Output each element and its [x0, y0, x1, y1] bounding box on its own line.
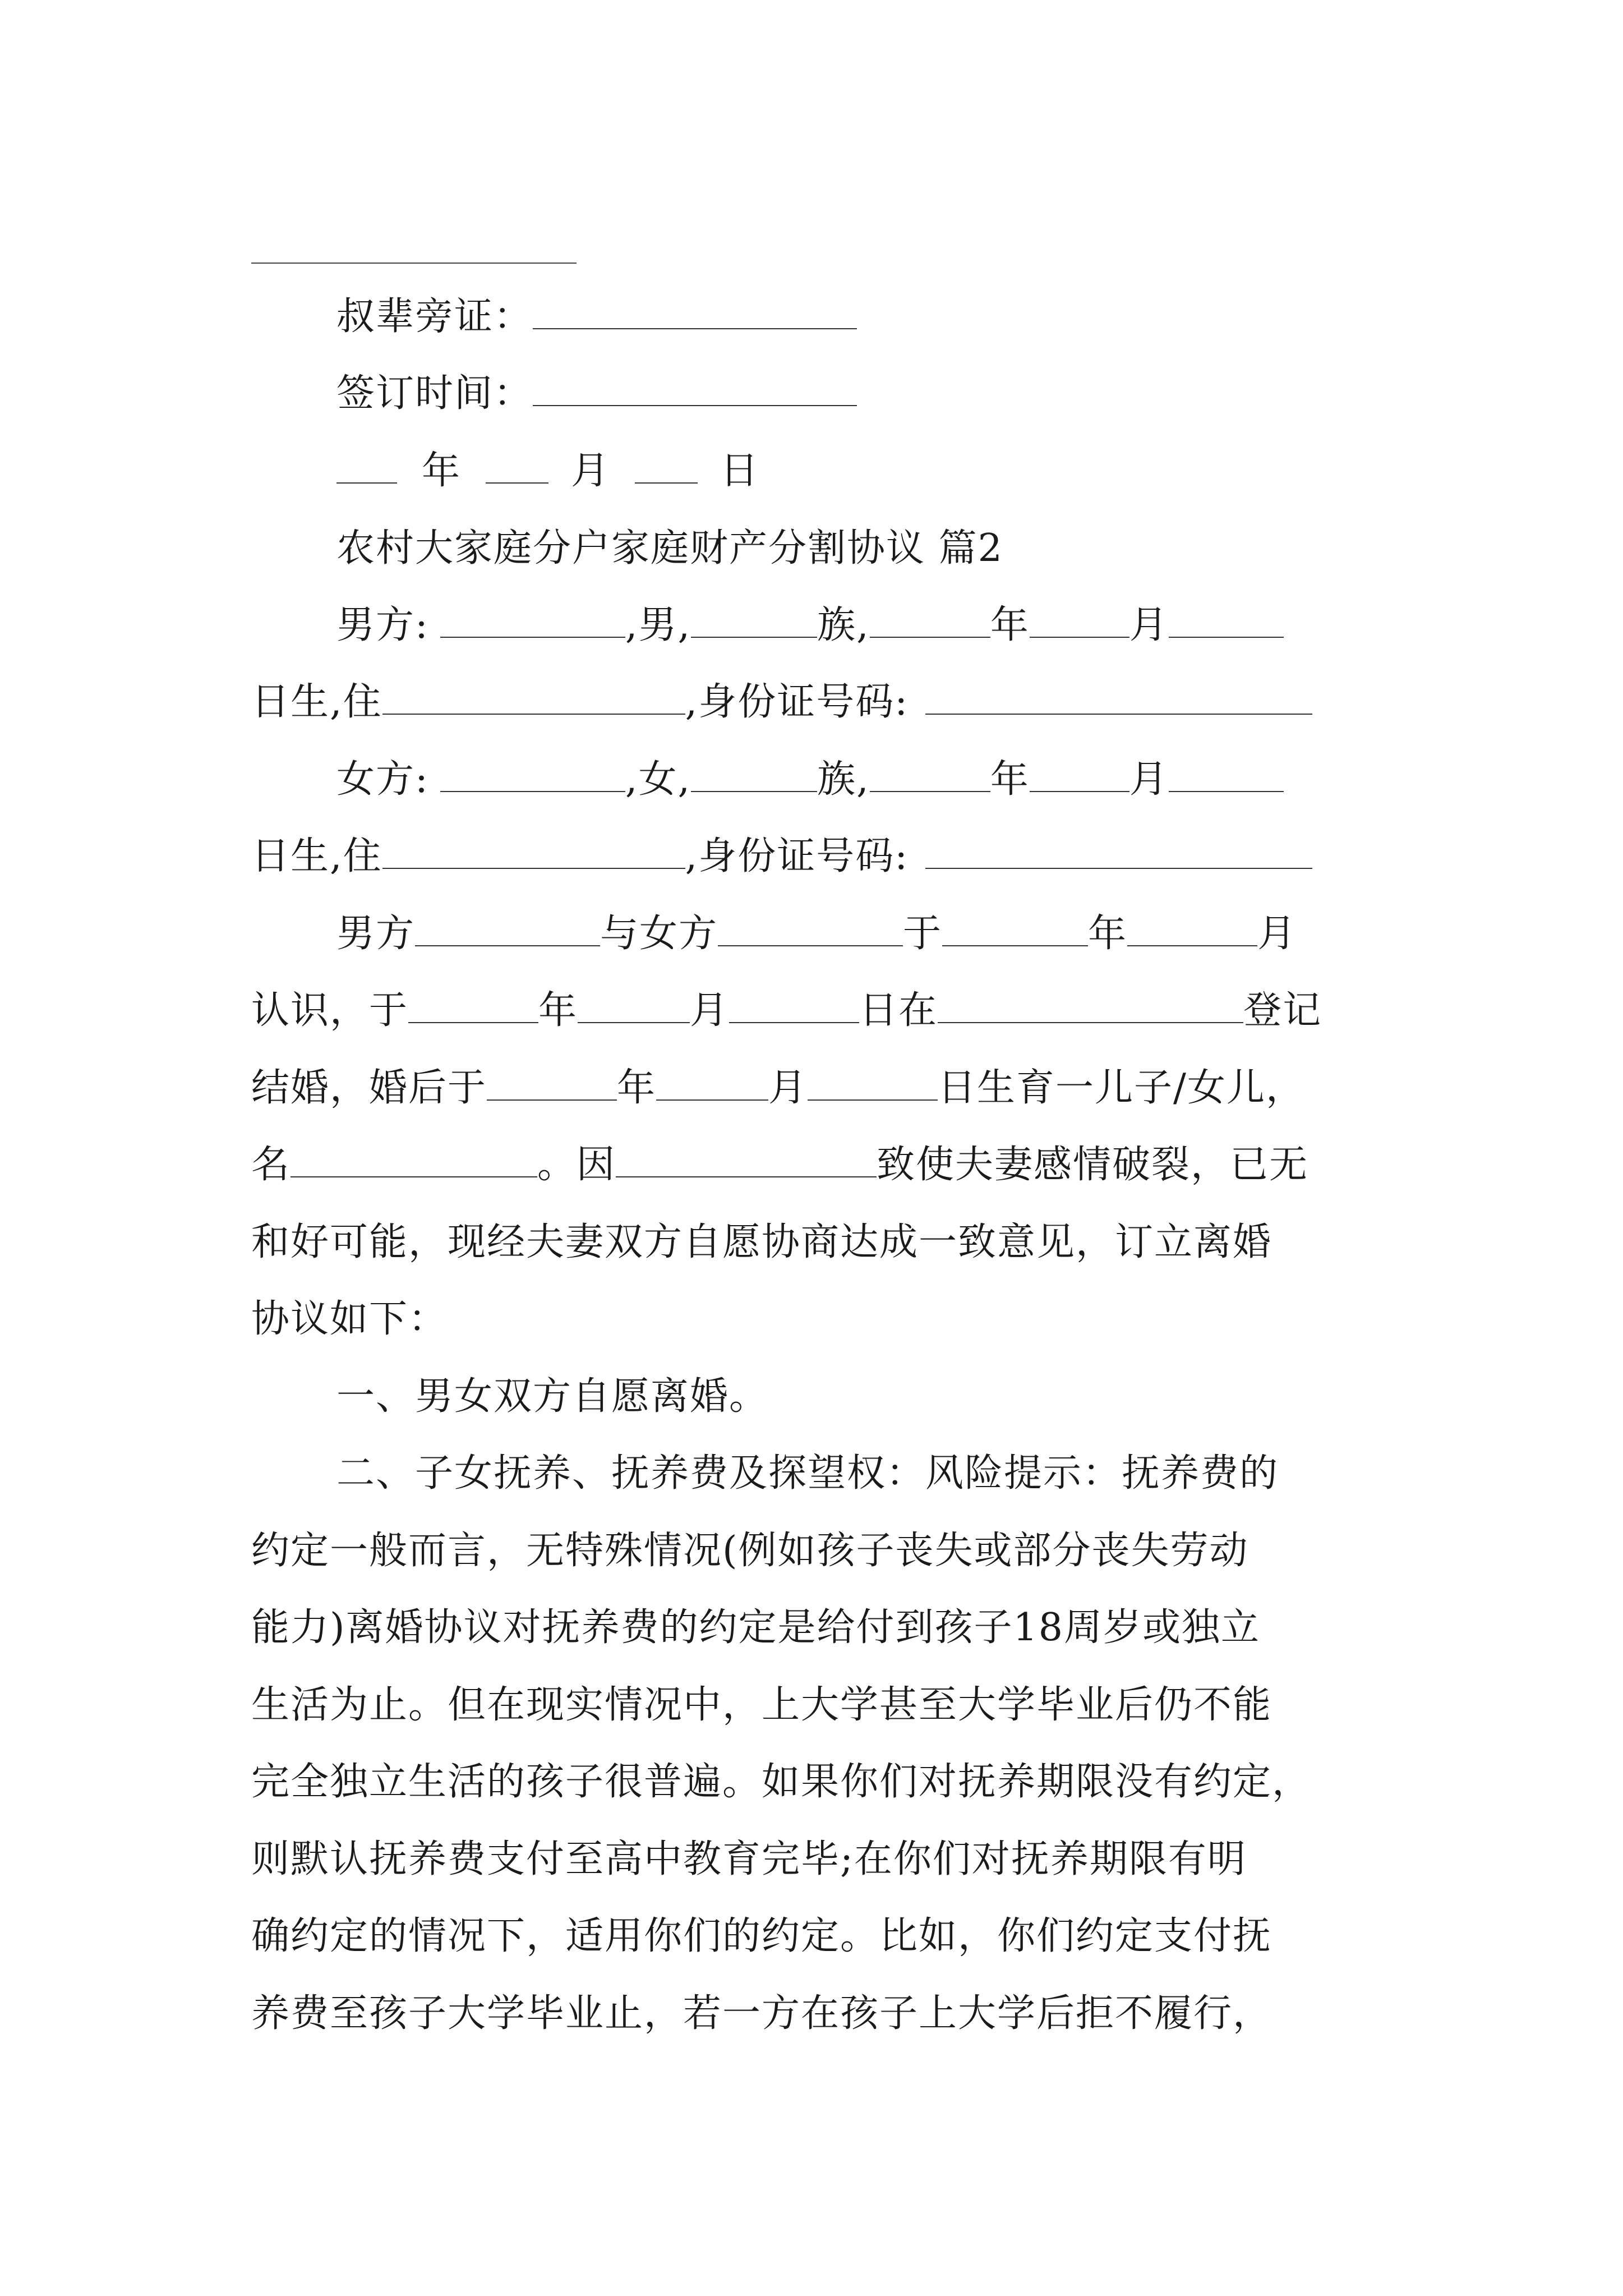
female-born: 日生,住 — [251, 834, 382, 878]
item-2-line: 确约定的情况下，适用你们的约定。比如，你们约定支付抚 — [251, 1914, 1272, 1958]
male-born: 日生,住 — [251, 680, 382, 724]
intro-text: 年 — [538, 988, 578, 1033]
intro-text: 于 — [903, 912, 943, 956]
date-line — [336, 449, 759, 494]
intro-text: 日生育一儿子/女儿， — [938, 1066, 1305, 1110]
sign-time-line — [336, 371, 857, 416]
male-ethnic-blank — [691, 604, 817, 638]
intro-text: 与女方 — [600, 912, 718, 956]
sign-time-label: 签订时间： — [336, 371, 533, 416]
intro-text: 年 — [1088, 912, 1128, 956]
female-id-blank — [925, 835, 1312, 869]
intro-text: 月 — [768, 1066, 808, 1110]
intro-blank — [415, 913, 600, 946]
male-id-blank — [925, 681, 1312, 715]
intro-blank — [408, 990, 538, 1023]
day-blank — [635, 450, 698, 484]
intro-text: 年 — [617, 1066, 657, 1110]
intro-line-4 — [251, 1143, 1308, 1188]
item-2-line: 约定一般而言，无特殊情况(例如孩子丧失或部分丧失劳动 — [251, 1529, 1249, 1573]
intro-blank — [578, 990, 690, 1023]
female-id-label: ,身份证号码: — [685, 834, 909, 878]
intro-text: 致使夫妻感情破裂，已无 — [877, 1143, 1309, 1187]
intro-text: 。因 — [537, 1143, 616, 1187]
intro-line-1 — [336, 912, 1297, 956]
intro-text: 月 — [1257, 912, 1297, 956]
female-month-blank — [1030, 758, 1129, 792]
item-1: 一、男女双方自愿离婚。 — [336, 1374, 769, 1419]
month-blank — [486, 450, 548, 484]
item-2-line: 完全独立生活的孩子很普遍。如果你们对抚养期限没有约定， — [251, 1760, 1312, 1804]
female-day-blank — [1169, 758, 1284, 792]
male-year: 年 — [990, 603, 1030, 647]
male-ethnic: 族, — [817, 603, 870, 647]
witness-line — [336, 295, 857, 339]
intro-blank — [808, 1067, 938, 1101]
intro-text: 名 — [251, 1143, 291, 1187]
female-ethnic: 族, — [817, 757, 870, 802]
female-gender: ,女, — [625, 757, 691, 802]
top-divider — [251, 263, 577, 264]
male-name-blank — [440, 604, 625, 638]
female-address-blank — [382, 835, 685, 869]
intro-blank — [718, 913, 903, 946]
intro-text: 男方 — [336, 912, 416, 956]
item-2-line: 能力)离婚协议对抚养费的约定是给付到孩子18周岁或独立 — [251, 1605, 1261, 1650]
intro-blank — [1127, 913, 1257, 946]
male-label: 男方: — [336, 603, 429, 647]
item-2-line: 生活为止。但在现实情况中，上大学甚至大学毕业后仍不能 — [251, 1683, 1272, 1727]
male-line-1 — [336, 603, 1284, 648]
intro-line-2 — [251, 988, 1322, 1033]
female-year-blank — [870, 758, 990, 792]
intro-text: 认识，于 — [251, 988, 409, 1033]
female-ethnic-blank — [691, 758, 817, 792]
male-year-blank — [870, 604, 990, 638]
item-2-line: 养费至孩子大学毕业止，若一方在孩子上大学后拒不履行， — [251, 1991, 1272, 2036]
year-blank — [336, 450, 397, 484]
intro-text: 结婚，婚后于 — [251, 1066, 487, 1110]
intro-line-6: 协议如下： — [251, 1297, 448, 1341]
section-title: 农村大家庭分户家庭财产分割协议 篇2 — [336, 526, 1003, 570]
witness-label: 叔辈旁证： — [336, 295, 533, 339]
intro-blank — [656, 1067, 768, 1101]
male-month-blank — [1030, 604, 1129, 638]
item-2-line: 二、子女抚养、抚养费及探望权：风险提示：抚养费的 — [336, 1451, 1279, 1496]
female-name-blank — [440, 758, 625, 792]
day-label: 日 — [720, 449, 760, 493]
intro-line-5: 和好可能，现经夫妻双方自愿协商达成一致意见，订立离婚 — [251, 1220, 1272, 1264]
intro-blank — [938, 990, 1243, 1023]
male-id-label: ,身份证号码: — [685, 680, 909, 724]
female-year: 年 — [990, 757, 1030, 802]
month-label: 月 — [571, 449, 611, 493]
female-month: 月 — [1129, 757, 1169, 802]
female-label: 女方: — [336, 757, 429, 802]
intro-text: 日在 — [859, 988, 938, 1033]
intro-blank — [616, 1144, 877, 1177]
male-gender: ,男, — [625, 603, 691, 647]
intro-text: 月 — [690, 988, 730, 1033]
intro-blank — [291, 1144, 537, 1177]
sign-time-blank — [533, 372, 857, 406]
male-address-blank — [382, 681, 685, 715]
intro-line-3 — [251, 1066, 1305, 1111]
female-line-1 — [336, 757, 1284, 802]
male-month: 月 — [1129, 603, 1169, 647]
item-2-line: 则默认抚养费支付至高中教育完毕;在你们对抚养期限有明 — [251, 1837, 1247, 1881]
witness-blank — [533, 296, 857, 329]
male-line-2 — [251, 680, 1312, 725]
female-line-2 — [251, 834, 1312, 879]
intro-blank — [487, 1067, 617, 1101]
intro-blank — [729, 990, 859, 1023]
intro-text: 登记 — [1243, 988, 1322, 1033]
year-label: 年 — [422, 449, 462, 493]
intro-blank — [942, 913, 1088, 946]
male-day-blank — [1169, 604, 1284, 638]
